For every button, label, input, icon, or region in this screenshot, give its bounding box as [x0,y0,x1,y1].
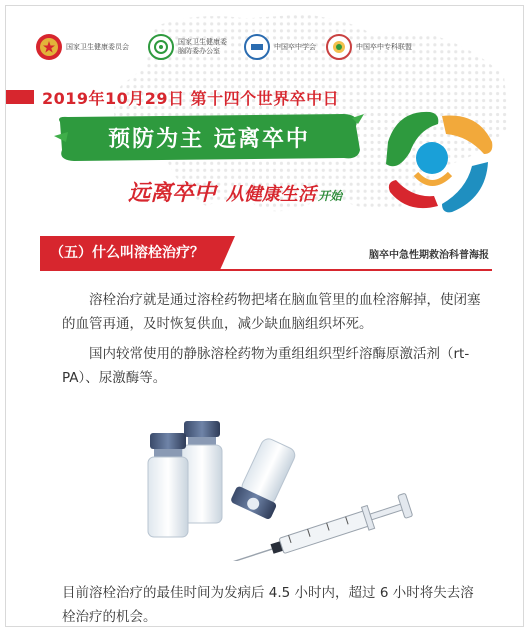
section-title: （五）什么叫溶栓治疗？ [50,245,204,261]
poster [5,5,524,627]
paragraph-1-text: 溶栓治疗就是通过溶栓药物把堵在脑血管里的血栓溶解掉，使闭塞的血管再通，及时恢复供血，减少缺血脑组织坏死。 [62,292,481,332]
logo-label: 中国卒中学会 [274,42,316,51]
section-subtitle: 脑卒中急性期救治科普海报 [369,250,489,261]
national-emblem-icon [36,34,62,60]
calligraphy-main: 远离卒中 [128,180,217,206]
stroke-day-emblem-icon [368,102,498,220]
calligraphy-slogan [128,176,342,207]
red-strip [6,90,34,104]
logo-csa [244,34,316,60]
logo-committee [148,34,227,60]
organizer-logos [36,34,506,68]
stroke-alliance-icon [326,34,352,60]
section-title-tab [40,236,245,270]
vials-and-syringe-illustration [136,411,426,561]
paragraph-1 [62,288,482,336]
date-banner [6,84,339,110]
logo-nhc [36,34,129,60]
slogan: 预防为主 远离卒中 [108,126,310,152]
logo-label: 中国卒中专科联盟 [356,42,412,51]
logo-label: 国家卫生健康委 脑防委办公室 [178,38,227,55]
date-line: 2019年10月29日 第十四个世界卒中日 [42,88,340,108]
paragraph-2 [62,342,482,390]
stroke-prevention-committee-icon [148,34,174,60]
paragraph-3 [62,581,482,627]
poster-header [6,6,523,236]
logo-label: 国家卫生健康委员会 [66,42,129,51]
section-divider [40,269,492,271]
paragraph-3-text: 目前溶栓治疗的最佳时间为发病后 4.5 小时内，超过 6 小时将失去溶栓治疗的机会。 [62,585,474,625]
calligraphy-tail: 开始 [318,189,343,203]
chinese-stroke-association-icon [244,34,270,60]
logo-alliance [326,34,412,60]
paragraph-2-text: 国内较常使用的静脉溶栓药物为重组组织型纤溶酶原激活剂（rt-PA）、尿激酶等。 [62,346,470,386]
calligraphy-secondary: 从健康生活 [226,184,317,205]
slogan-banner [54,112,364,162]
